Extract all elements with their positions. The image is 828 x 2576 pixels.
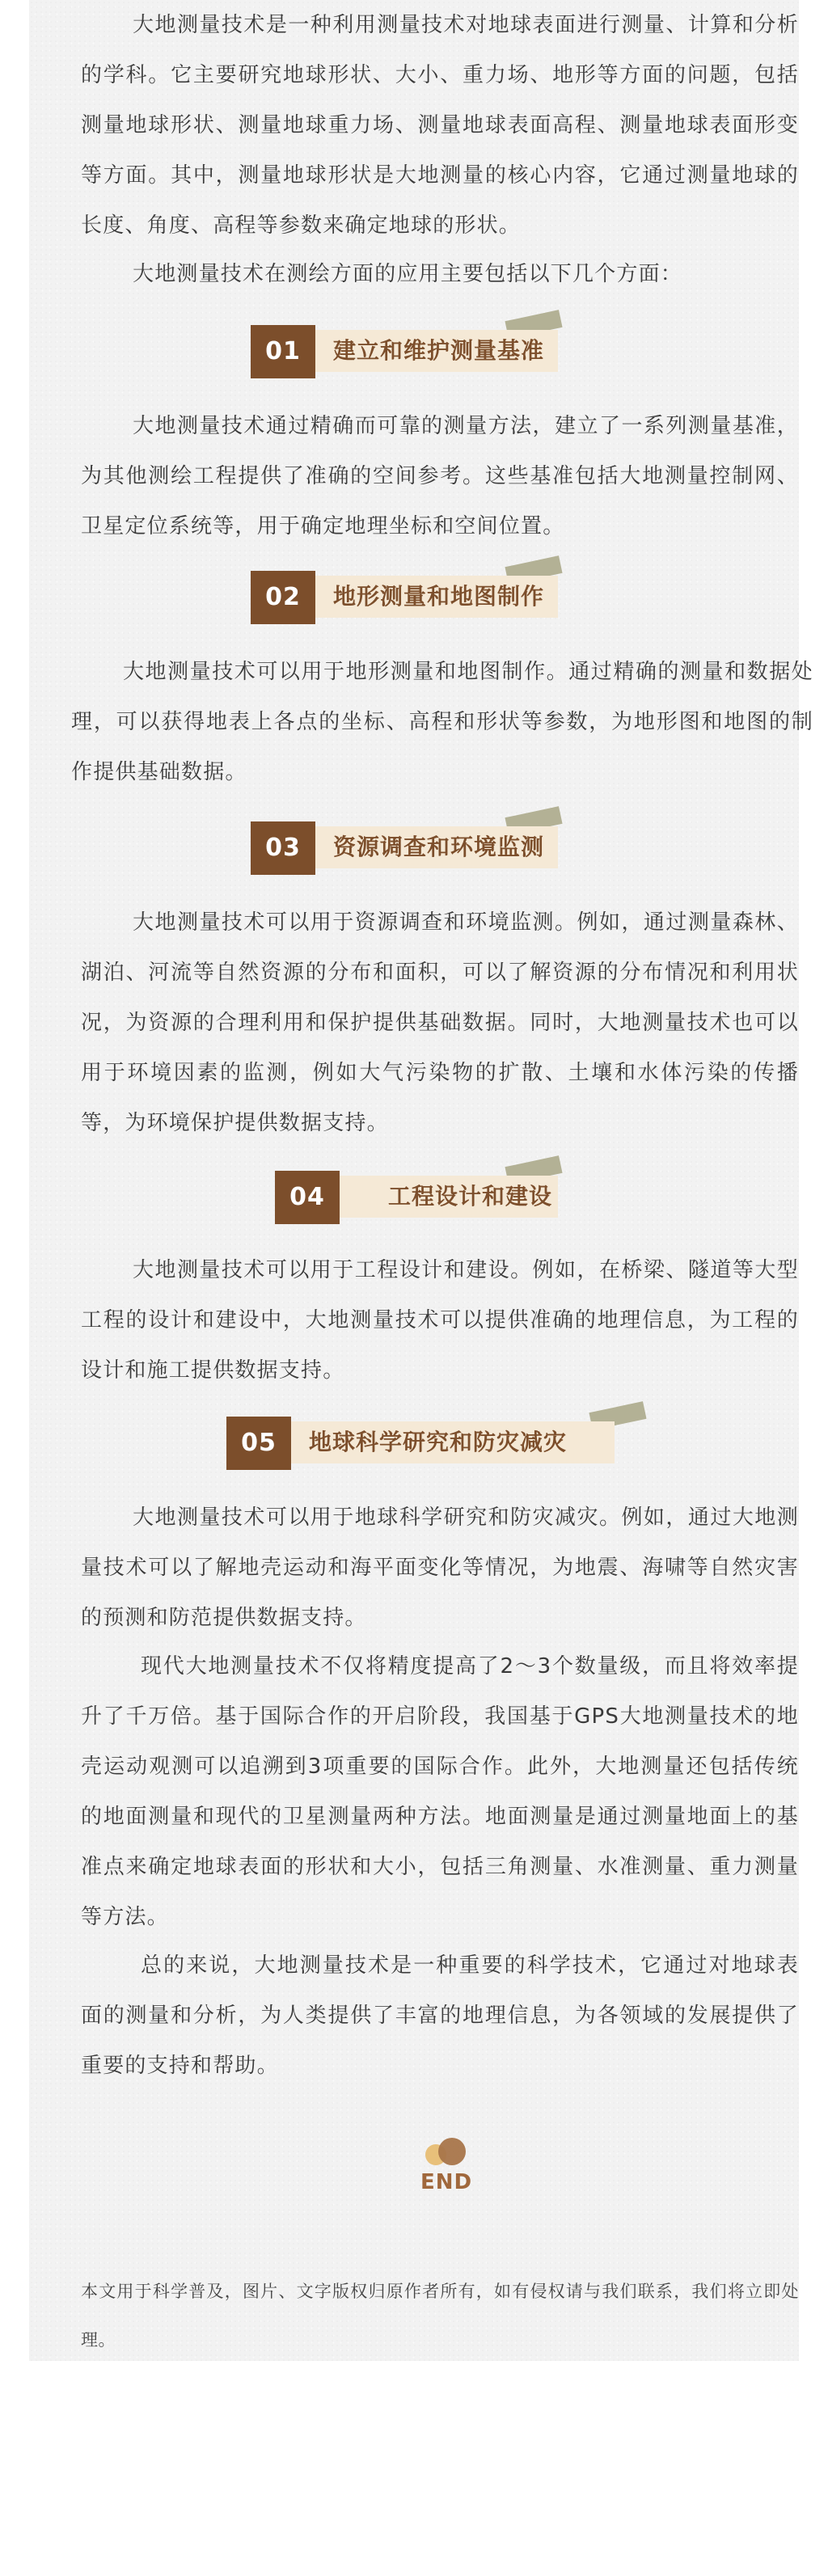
- section-body-02: 大地测量技术可以用于地形测量和地图制作。通过精确的测量和数据处理，可以获得地表上各点的坐标、高程和形状等参数，为地形图和地图的制作提供基础数据。: [71, 660, 813, 784]
- section-title: 资源调查和环境监测: [333, 834, 545, 860]
- end-label: END: [420, 2170, 473, 2194]
- section-number-badge: 04: [275, 1171, 340, 1224]
- summary-paragraph: 总的来说，大地测量技术是一种重要的科学技术，它通过对地球表面的测量和分析，为人类提供了丰富的地理信息，为各领域的发展提供了重要的支持和帮助。: [81, 1953, 799, 2078]
- section-number-badge: 01: [251, 325, 315, 378]
- section-number-badge: 05: [226, 1417, 291, 1470]
- section-heading-01: [251, 312, 606, 377]
- section-title: 工程设计和建设: [388, 1183, 553, 1210]
- section-body-01: 大地测量技术通过精确而可靠的测量方法，建立了一系列测量基准，为其他测绘工程提供了准确的空间参考。这些基准包括大地测量控制网、卫星定位系统等，用于确定地理坐标和空间位置。: [81, 414, 799, 538]
- end-mark: [406, 2135, 487, 2199]
- section-body-05: 大地测量技术可以用于地球科学研究和防灾减灾。例如，通过大地测量技术可以了解地壳运动和海平面变化等情况，为地震、海啸等自然灾害的预测和防范提供数据支持。: [81, 1505, 799, 1630]
- section-body-03: 大地测量技术可以用于资源调查和环境监测。例如，通过测量森林、湖泊、河流等自然资源的分布和面积，可以了解资源的分布情况和利用状况，为资源的合理利用和保护提供基础数据。同时，大地测量技术也可以用于环境因素的监测，例如大气污染物的扩散、土壤和水体污染的传播等，为环境保护提供数据支持。: [81, 910, 799, 1135]
- section-number-badge: 02: [251, 571, 315, 624]
- section-title: 地球科学研究和防灾减灾: [309, 1429, 568, 1455]
- section-heading-05: [226, 1404, 647, 1468]
- copyright-footnote: 本文用于科学普及，图片、文字版权归原作者所有，如有侵权请与我们联系，我们将立即处理。: [81, 2282, 799, 2350]
- section-heading-03: [251, 809, 606, 873]
- end-dot-icon: [438, 2138, 466, 2165]
- section-heading-02: [251, 558, 606, 623]
- section-number-badge: 03: [251, 821, 315, 875]
- section-title: 建立和维护测量基准: [333, 337, 545, 364]
- section-heading-04: [275, 1158, 582, 1223]
- lead-paragraph: 大地测量技术在测绘方面的应用主要包括以下几个方面：: [133, 262, 683, 286]
- intro-paragraph: 大地测量技术是一种利用测量技术对地球表面进行测量、计算和分析的学科。它主要研究地球形状、大小、重力场、地形等方面的问题，包括测量地球形状、测量地球重力场、测量地球表面高程、测量地球表面形变等方面。其中，测量地球形状是大地测量的核心内容，它通过测量地球的长度、角度、高程等参数来确定地球的形状。: [81, 13, 799, 238]
- section-title: 地形测量和地图制作: [333, 583, 545, 610]
- extra-paragraph: 现代大地测量技术不仅将精度提高了2～3个数量级，而且将效率提升了千万倍。基于国际合作的开启阶段，我国基于GPS大地测量技术的地壳运动观测可以追溯到3项重要的国际合作。此外，大地测量还包括传统的地面测量和现代的卫星测量两种方法。地面测量是通过测量地面上的基准点来确定地球表面的形状和大小，包括三角测量、水准测量、重力测量等方法。: [81, 1654, 799, 1929]
- article-sheet: [29, 0, 813, 2361]
- section-body-04: 大地测量技术可以用于工程设计和建设。例如，在桥梁、隧道等大型工程的设计和建设中，大地测量技术可以提供准确的地理信息，为工程的设计和施工提供数据支持。: [81, 1258, 799, 1383]
